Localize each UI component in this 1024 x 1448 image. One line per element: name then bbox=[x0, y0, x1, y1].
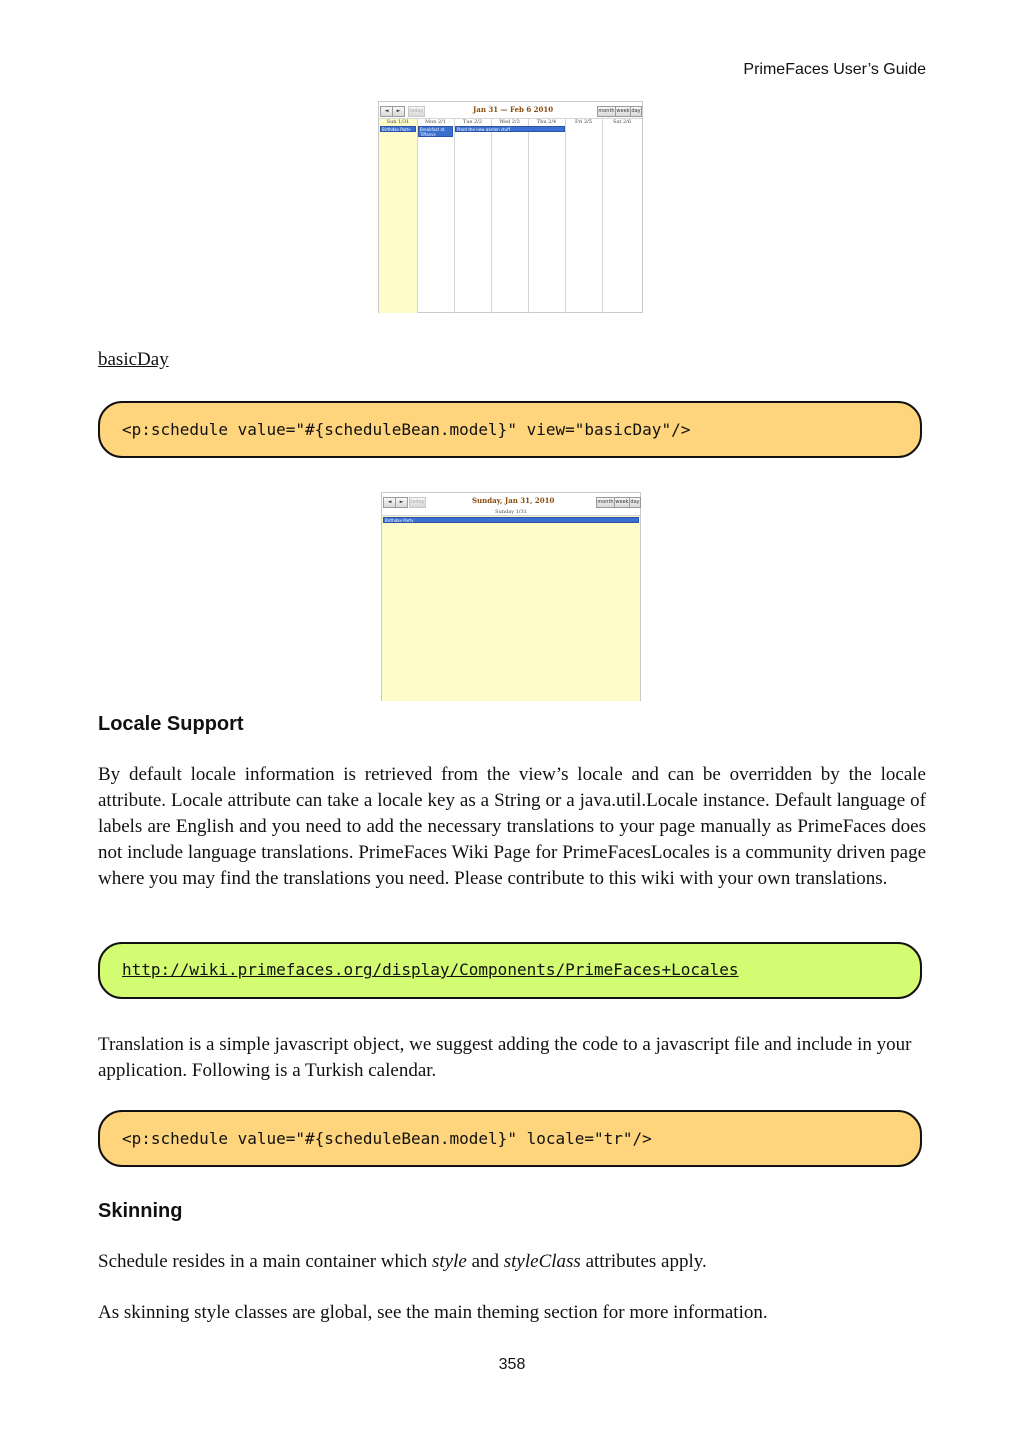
translation-paragraph: Translation is a simple javascript object, we suggest adding the code to a javascript file and include in your application. Following is a Turkish calendar. bbox=[98, 1034, 912, 1081]
text-run: attributes apply. bbox=[580, 1251, 707, 1272]
today-button[interactable]: today bbox=[409, 497, 426, 508]
prev-button[interactable]: ◄ bbox=[383, 497, 396, 508]
day-column[interactable] bbox=[528, 119, 565, 313]
section-heading-skinning: Skinning bbox=[98, 1200, 183, 1222]
code-snippet: <p:schedule value="#{scheduleBean.model}" locale="tr"/> bbox=[122, 1129, 652, 1148]
week-grid bbox=[379, 118, 642, 313]
day-header: Mon 2/1 bbox=[425, 119, 446, 125]
schedule-week-screenshot bbox=[378, 101, 643, 313]
day-column[interactable] bbox=[602, 119, 642, 313]
page-number: 358 bbox=[498, 1356, 526, 1373]
day-column[interactable] bbox=[382, 515, 640, 701]
code-snippet: <p:schedule value="#{scheduleBean.model}" view="basicDay"/> bbox=[122, 420, 691, 439]
day-column[interactable] bbox=[491, 119, 528, 313]
schedule-title: Sunday, Jan 31, 2010 bbox=[472, 496, 555, 505]
code-box-basicday bbox=[98, 401, 922, 458]
skinning-paragraph-1 bbox=[98, 1249, 926, 1275]
running-header: PrimeFaces User’s Guide bbox=[743, 61, 926, 78]
day-header: Wed 2/3 bbox=[499, 119, 520, 125]
schedule-event[interactable]: Breakfast at Tiffanys bbox=[418, 126, 453, 137]
prev-button[interactable]: ◄ bbox=[380, 106, 393, 117]
text-run: and bbox=[466, 1251, 504, 1272]
day-header: Sat 2/6 bbox=[612, 119, 632, 125]
day-column[interactable] bbox=[417, 119, 454, 313]
wiki-link[interactable]: http://wiki.primefaces.org/display/Components/PrimeFaces+Locales bbox=[122, 960, 739, 979]
skinning-paragraph-2: As skinning style classes are global, see the main theming section for more information. bbox=[98, 1302, 768, 1323]
locale-paragraph: By default locale information is retrieved from the view’s locale and can be overridden by the locale attribute. Locale attribute can take a locale key as a String or a java.util.Locale instance. Default language of labels are English and you need to add the necessary translations to your page manually as PrimeFaces does not include language translations. PrimeFaces Wiki Page for PrimeFacesLocales is a community driven page where you may find the translations you need. Please contribute to this wiki with your own translations. bbox=[98, 764, 926, 889]
today-button[interactable]: today bbox=[408, 106, 425, 117]
schedule-title: Jan 31 — Feb 6 2010 bbox=[473, 105, 554, 114]
next-button[interactable]: ► bbox=[392, 106, 405, 117]
day-column[interactable] bbox=[565, 119, 602, 313]
day-header: Thu 2/4 bbox=[536, 119, 557, 125]
day-header: Fri 2/5 bbox=[574, 119, 593, 125]
day-view-button[interactable]: day bbox=[630, 106, 642, 117]
day-header: Sunday 1/31 bbox=[495, 509, 527, 515]
month-view-button[interactable]: month bbox=[596, 497, 615, 508]
attr-style: style bbox=[431, 1251, 467, 1272]
schedule-event[interactable]: Birthday Party bbox=[383, 517, 639, 523]
basicday-label: basicDay bbox=[98, 349, 169, 370]
month-view-button[interactable]: month bbox=[597, 106, 616, 117]
schedule-day-screenshot bbox=[381, 492, 641, 701]
code-box-locale bbox=[98, 1110, 922, 1167]
week-view-button[interactable]: week bbox=[615, 106, 631, 117]
day-column[interactable] bbox=[454, 119, 491, 313]
day-view-button[interactable]: day bbox=[629, 497, 641, 508]
day-header: Tue 2/2 bbox=[462, 119, 483, 125]
attr-styleclass: styleClass bbox=[503, 1251, 581, 1272]
schedule-event[interactable]: Plant the new garden stuff bbox=[455, 126, 565, 132]
week-view-button[interactable]: week bbox=[614, 497, 630, 508]
day-header: Sun 1/31 bbox=[386, 119, 410, 125]
link-box bbox=[98, 942, 922, 999]
section-heading-locale: Locale Support bbox=[98, 713, 244, 735]
day-column[interactable] bbox=[379, 119, 417, 313]
text-run: Schedule resides in a main container which bbox=[98, 1251, 432, 1272]
next-button[interactable]: ► bbox=[395, 497, 408, 508]
schedule-event[interactable]: Birthday Party bbox=[380, 126, 416, 132]
